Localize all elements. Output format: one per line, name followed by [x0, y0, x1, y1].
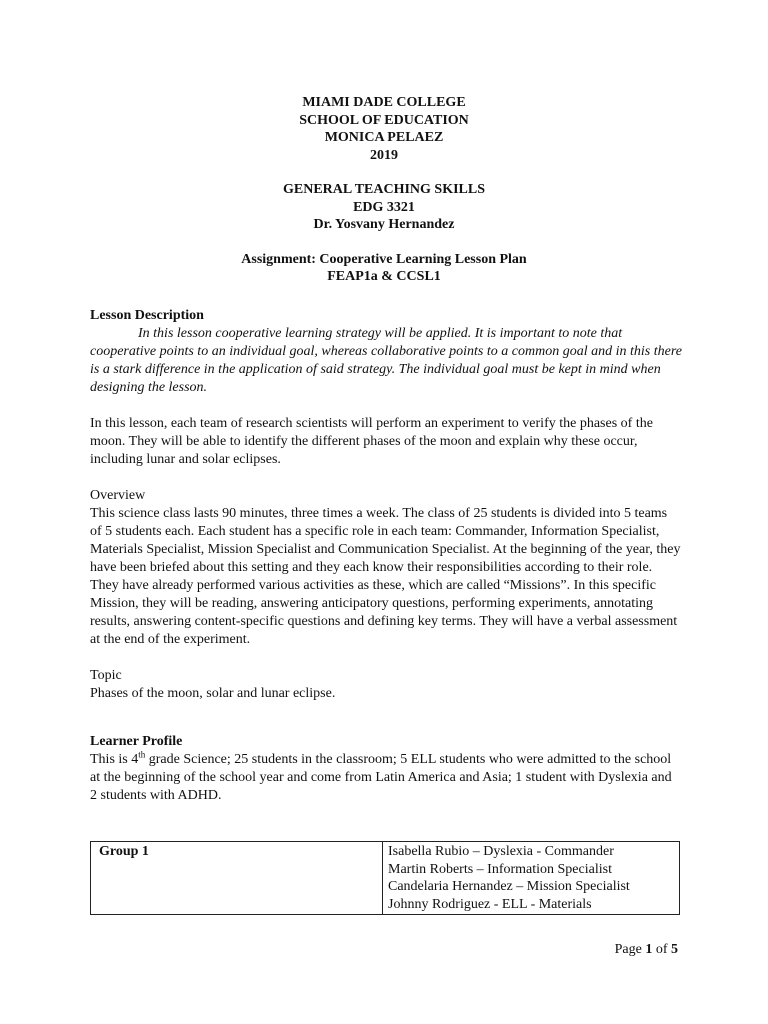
course-code: EDG 3321: [353, 199, 415, 215]
overview-paragraph: This science class lasts 90 minutes, three times a week. The class of 25 students is divided into 5 teams of 5 students each. Each student has a specific role in each team: Commander, Information Specialist, Materials Specialist, Mission Specialist and Communication Specialist. At the beginning of the year, they have been briefed about this setting and they each know their responsibilities according to their role. They have already performed various activities as these, which are called “Missions”. In this specific Mission, they will be reading, answering anticipatory questions, performing experiments, annotating results, answering content-specific questions and defining key terms. They will have a verbal assessment at the end of the experiment.: [90, 506, 681, 647]
group-member: Candelaria Hernandez – Mission Specialist: [388, 879, 630, 894]
table-row: [91, 842, 680, 915]
topic-heading: Topic: [90, 668, 122, 683]
learner-profile-heading: Learner Profile: [90, 734, 183, 749]
group-name-cell: Group 1: [91, 842, 383, 915]
document-header: [0, 94, 768, 286]
page-number: Page 1 of 5: [614, 942, 678, 957]
instructor-name: Dr. Yosvany Hernandez: [313, 217, 455, 232]
author-name: MONICA PELAEZ: [324, 130, 444, 145]
lesson-description-paragraph: In this lesson, each team of research scientists will perform an experiment to verify the phases of the moon. They will be able to identify the different phases of the moon and explain why these occur, including lunar and solar eclipses.: [90, 416, 653, 467]
current-page: 1: [645, 942, 653, 957]
course-title: GENERAL TEACHING SKILLS: [282, 182, 486, 197]
groups-table: [90, 841, 680, 915]
learner-profile-text: This is 4th grade Science; 25 students in the classroom; 5 ELL students who were admitted to the school at the beginning of the school year and come from Latin America and Asia; 1 student with Dyslexia and 2 students with ADHD.: [90, 749, 672, 803]
lesson-description-heading: Lesson Description: [90, 308, 204, 323]
lesson-description-italic-paragraph: In this lesson cooperative learning strategy will be applied. It is important to note that cooperative points to an individual goal, whereas collaborative points to a common goal and in this there is a stark difference in the application of said strategy. The individual goal must be kept in mind when designing the lesson.: [90, 326, 682, 395]
group-member: Johnny Rodriguez - ELL - Materials: [388, 896, 592, 912]
group-member: Martin Roberts – Information Specialist: [388, 861, 612, 877]
total-pages: 5: [671, 942, 678, 957]
document-body: [90, 307, 682, 805]
institution-name: MIAMI DADE COLLEGE: [302, 95, 466, 110]
assignment-title: Assignment: Cooperative Learning Lesson Plan: [241, 251, 527, 267]
year: 2019: [370, 147, 398, 163]
topic-text: Phases of the moon, solar and lunar eclipse.: [90, 686, 336, 701]
ordinal-suffix: th: [138, 749, 146, 760]
school-name: SCHOOL OF EDUCATION: [299, 112, 469, 128]
overview-heading: Overview: [90, 488, 146, 503]
standards: FEAP1a & CCSL1: [327, 269, 441, 284]
group-member: Isabella Rubio – Dyslexia - Commander: [388, 844, 614, 859]
group-members-cell: [383, 842, 680, 915]
